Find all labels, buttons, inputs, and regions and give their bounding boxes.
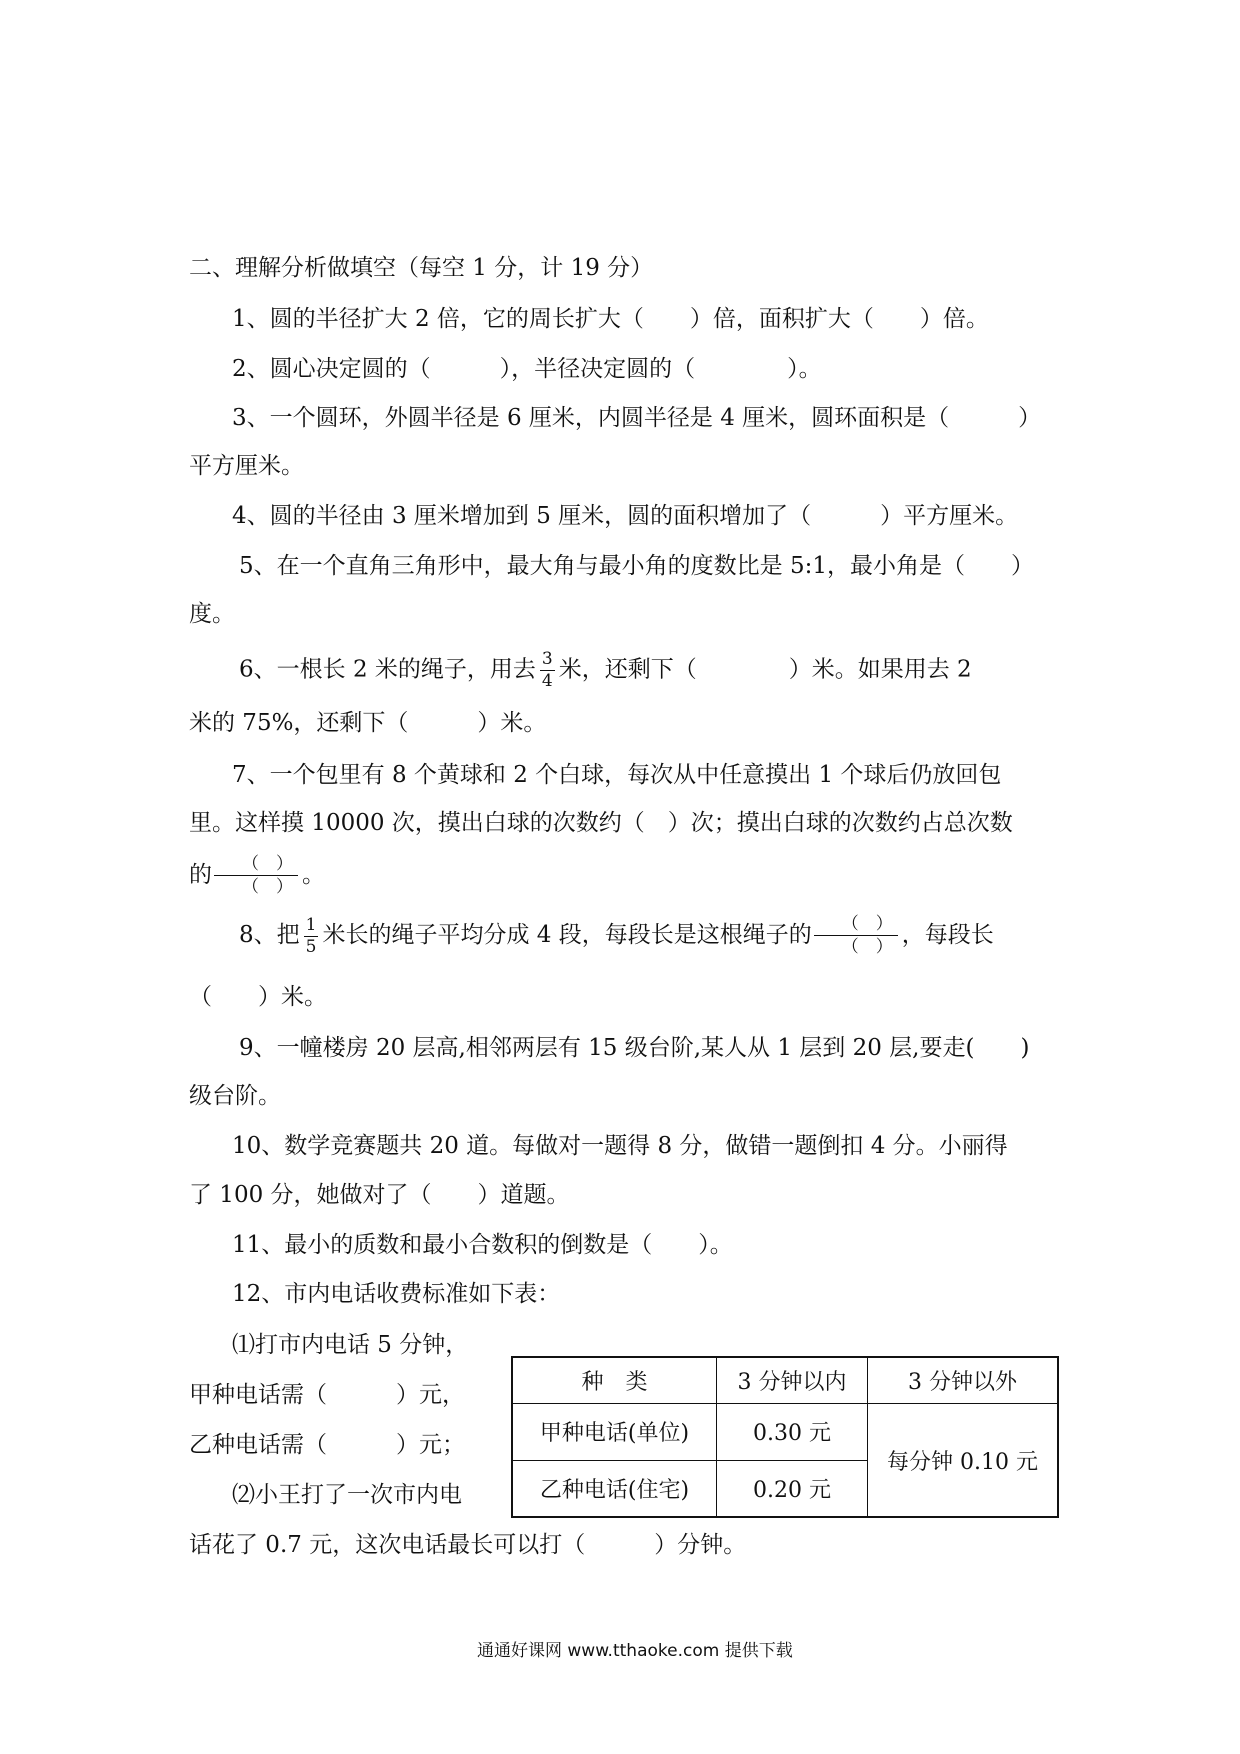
question-5-line1: 5、在一个直角三角形中，最大角与最小角的度数比是 5:1，最小角是（ ）	[239, 553, 1034, 579]
question-7-line1: 7、一个包里有 8 个黄球和 2 个白球，每次从中任意摸出 1 个球后仍放回包	[232, 762, 1002, 788]
table-cell-beyond: 每分钟 0.10 元	[868, 1404, 1059, 1517]
question-12-part1-a: 甲种电话需（ ）元，	[189, 1382, 465, 1408]
question-12-part2-line2: 话花了 0.7 元，这次电话最长可以打（ ）分钟。	[189, 1532, 747, 1558]
question-9-line1: 9、一幢楼房 20 层高,相邻两层有 15 级台阶,某人从 1 层到 20 层,要走( )	[239, 1035, 1030, 1061]
blank-denominator: （ ）	[214, 875, 298, 896]
question-3-line2: 平方厘米。	[189, 453, 304, 479]
table-header-cell: 种 类	[512, 1357, 717, 1404]
question-12-intro: 12、市内电话收费标准如下表：	[232, 1281, 561, 1307]
table-cell-type: 甲种电话(单位)	[512, 1404, 717, 1461]
table-header-cell: 3 分钟以内	[717, 1357, 868, 1404]
table-row	[512, 1404, 1058, 1461]
section-title: 二、理解分析做填空（每空 1 分，计 19 分）	[189, 255, 654, 281]
fraction-three-quarters	[540, 651, 555, 690]
question-7-line3-pre: 的	[189, 862, 212, 888]
question-10-line1: 10、数学竞赛题共 20 道。每做对一题得 8 分，做错一题倒扣 4 分。小丽得	[232, 1133, 1008, 1159]
table-header-cell: 3 分钟以外	[868, 1357, 1059, 1404]
question-9-line2: 级台阶。	[189, 1083, 281, 1109]
question-4: 4、圆的半径由 3 厘米增加到 5 厘米，圆的面积增加了（ ）平方厘米。	[232, 503, 1019, 529]
fee-table	[511, 1356, 1059, 1518]
question-8-post: ，每段长	[901, 922, 994, 948]
question-10-line2: 了 100 分，她做对了（ ）道题。	[189, 1182, 570, 1208]
fraction-one-fifth	[304, 914, 319, 957]
question-8-mid: 米长的绳子平均分成 4 段，每段长是这根绳子的	[322, 922, 812, 948]
question-7-line3	[189, 856, 325, 896]
question-6-line1	[239, 651, 972, 690]
table-header-row	[512, 1357, 1058, 1404]
table-cell-within: 0.30 元	[717, 1404, 868, 1461]
fraction-denominator: 5	[305, 936, 317, 957]
question-5-line2: 度。	[189, 601, 235, 627]
question-12-part1-b: 乙种电话需（ ）元；	[189, 1432, 465, 1458]
question-11: 11、最小的质数和最小合数积的倒数是（ ）。	[232, 1232, 733, 1258]
blank-denominator: （ ）	[814, 935, 898, 956]
question-7-line2: 里。这样摸 10000 次，摸出白球的次数约（ ）次；摸出白球的次数约占总次数	[189, 810, 1013, 836]
question-12-part1: ⑴打市内电话 5 分钟，	[232, 1332, 469, 1358]
blank-numerator: （ ）	[841, 914, 893, 934]
question-8-line1	[239, 916, 994, 956]
question-12-part2-line1: ⑵小王打了一次市内电	[232, 1482, 462, 1508]
footer-credit: 通通好课网 www.tthaoke.com 提供下载	[477, 1641, 793, 1661]
question-3-line1: 3、一个圆环，外圆半径是 6 厘米，内圆半径是 4 厘米，圆环面积是（ ）	[232, 405, 1042, 431]
question-1: 1、圆的半径扩大 2 倍，它的周长扩大（ ）倍，面积扩大（ ）倍。	[232, 306, 989, 332]
blank-fraction	[214, 856, 298, 896]
question-2: 2、圆心决定圆的（ ），半径决定圆的（ ）。	[232, 356, 822, 382]
question-7-line3-post: 。	[302, 862, 325, 888]
question-6-pre: 6、一根长 2 米的绳子，用去	[239, 656, 536, 683]
fraction-numerator: 1	[305, 914, 317, 935]
blank-numerator: （ ）	[242, 854, 293, 874]
table-cell-within: 0.20 元	[717, 1460, 868, 1517]
question-8-pre: 8、把	[239, 922, 300, 948]
fraction-numerator: 3	[541, 649, 553, 669]
fraction-denominator: 4	[541, 671, 553, 691]
blank-fraction	[814, 916, 898, 956]
question-6-line2: 米的 75%，还剩下（ ）米。	[189, 710, 547, 736]
table-cell-type: 乙种电话(住宅)	[512, 1460, 717, 1517]
question-8-line2: （ ）米。	[189, 984, 327, 1010]
question-6-post: 米，还剩下（ ）米。如果用去 2	[558, 656, 972, 683]
